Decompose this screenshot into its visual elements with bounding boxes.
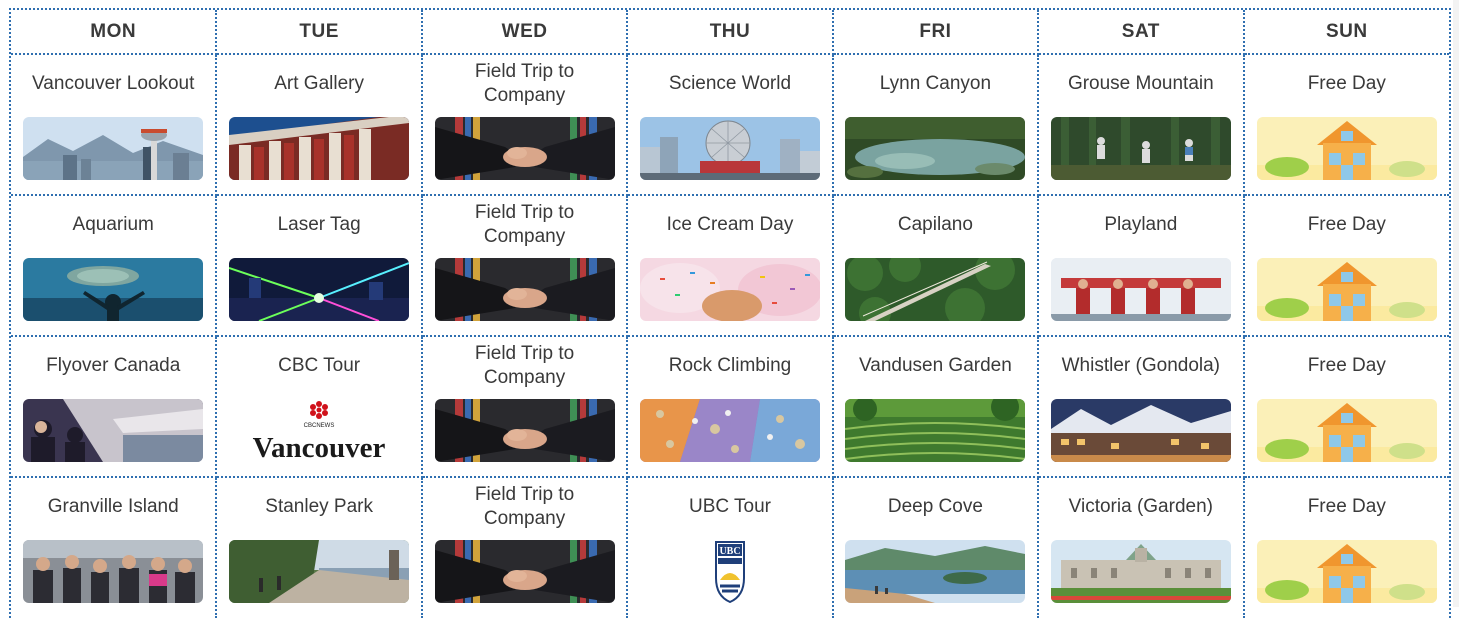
activity-title: [1039, 478, 1242, 536]
laser-tag-arena-photo: [229, 258, 409, 321]
house-illustration: [1257, 258, 1437, 321]
activity-cell: [422, 195, 627, 336]
cbc-news-vancouver-logo: [229, 399, 409, 462]
schedule-row: [11, 336, 1449, 477]
activity-title: [217, 478, 420, 536]
activity-title-line1: Rock Climbing: [668, 355, 792, 376]
hedge-maze-garden-photo: [845, 399, 1025, 462]
activity-title: [1245, 478, 1449, 536]
activity-cell: [11, 336, 216, 477]
activity-cell: [627, 195, 832, 336]
ubc-crest-logo: [640, 540, 820, 603]
house-illustration: [1257, 399, 1437, 462]
activity-cell: [833, 336, 1038, 477]
activity-title: [628, 337, 831, 395]
ice-cream-sprinkles-photo: [640, 258, 820, 321]
activity-title: [423, 55, 626, 113]
handshake-photo: [435, 399, 615, 462]
house-illustration: [1257, 540, 1437, 603]
activity-title-line1: CBC Tour: [278, 355, 361, 376]
climbing-wall-photo: [640, 399, 820, 462]
activity-title-line1: Aquarium: [72, 214, 154, 235]
cbc-news-wordmark: CBCNEWS: [303, 423, 335, 429]
handshake-photo: [435, 540, 615, 603]
activity-title-line1: Deep Cove: [887, 496, 983, 517]
activity-cell: [1244, 477, 1449, 618]
activity-cell: [11, 54, 216, 195]
activity-cell: [833, 54, 1038, 195]
activity-title: [423, 337, 626, 395]
activity-title-line1: Whistler (Gondola): [1061, 355, 1221, 376]
right-edge-strip: [1453, 0, 1459, 607]
activity-title: [11, 478, 215, 536]
activity-title-line1: Field Trip to: [474, 484, 575, 505]
activity-title-line1: Stanley Park: [265, 496, 373, 517]
activity-title-line1: Free Day: [1307, 214, 1386, 235]
activity-title: [217, 337, 420, 395]
activity-title: [217, 55, 420, 113]
activity-cell: [422, 54, 627, 195]
day-header-sat: SAT: [1038, 10, 1243, 54]
activity-title-line2: Company: [483, 226, 566, 247]
lynn-canyon-creek-photo: [845, 117, 1025, 180]
deep-cove-inlet-photo: [845, 540, 1025, 603]
activity-title-line1: Flyover Canada: [46, 355, 181, 376]
activity-title-line1: Victoria (Garden): [1068, 496, 1213, 517]
day-header-thu: THU: [627, 10, 832, 54]
activity-title-line1: Capilano: [897, 214, 973, 235]
activity-title: [834, 478, 1037, 536]
activity-title-line1: Granville Island: [47, 496, 179, 517]
activity-title-line2: Company: [483, 85, 566, 106]
activity-title-line1: Ice Cream Day: [666, 214, 794, 235]
handshake-photo: [435, 117, 615, 180]
handshake-photo: [435, 258, 615, 321]
art-gallery-columns-photo: [229, 117, 409, 180]
activity-title-line1: Playland: [1104, 214, 1178, 235]
granville-island-group-photo: [23, 540, 203, 603]
activity-cell: [627, 336, 832, 477]
aquarium-turtle-photo: [23, 258, 203, 321]
capilano-suspension-bridge-photo: [845, 258, 1025, 321]
activity-cell: [833, 195, 1038, 336]
activity-cell: [216, 54, 421, 195]
activity-cell: [833, 477, 1038, 618]
schedule-row: [11, 477, 1449, 618]
science-world-dome-photo: [640, 117, 820, 180]
day-header-mon: MON: [11, 10, 216, 54]
flyover-canada-photo: [23, 399, 203, 462]
playland-ride-photo: [1051, 258, 1231, 321]
day-header-wed: WED: [422, 10, 627, 54]
activity-cell: [627, 54, 832, 195]
activity-title: [628, 478, 831, 536]
activity-title: [1245, 55, 1449, 113]
activity-title: [1245, 196, 1449, 254]
activity-title: [834, 337, 1037, 395]
activity-cell: [1038, 477, 1243, 618]
schedule-row: [11, 195, 1449, 336]
activity-cell: [11, 195, 216, 336]
vancouver-lookout-tower-photo: [23, 117, 203, 180]
activity-title: [628, 196, 831, 254]
activity-cell: [627, 477, 832, 618]
grouse-mountain-hikers-photo: [1051, 117, 1231, 180]
activity-title-line1: Free Day: [1307, 355, 1386, 376]
activity-cell: [1038, 195, 1243, 336]
activity-cell: [422, 336, 627, 477]
activity-title: [834, 196, 1037, 254]
activity-title-line1: Free Day: [1307, 73, 1386, 94]
activity-title-line1: Lynn Canyon: [879, 73, 992, 94]
activity-cell: [216, 336, 421, 477]
activity-title: [1039, 196, 1242, 254]
activity-cell: [216, 477, 421, 618]
activity-title: [423, 478, 626, 536]
activity-cell: [216, 195, 421, 336]
activity-title: [834, 55, 1037, 113]
whistler-village-photo: [1051, 399, 1231, 462]
activity-title: [1039, 55, 1242, 113]
day-header-row: [11, 10, 1449, 54]
day-header-sun: SUN: [1244, 10, 1449, 54]
activity-title-line1: Field Trip to: [474, 61, 575, 82]
activity-title: [11, 196, 215, 254]
activity-cell: [1244, 336, 1449, 477]
activity-title: [628, 55, 831, 113]
stanley-park-seawall-photo: [229, 540, 409, 603]
activity-cell: [1244, 54, 1449, 195]
activity-title: [1245, 337, 1449, 395]
activity-cell: [1038, 54, 1243, 195]
activity-title-line1: Vancouver Lookout: [32, 73, 195, 94]
activity-title-line1: Field Trip to: [474, 343, 575, 364]
day-header-fri: FRI: [833, 10, 1038, 54]
activity-title: [1039, 337, 1242, 395]
cbc-vancouver-wordmark: Vancouver: [252, 432, 386, 462]
activity-cell: [1038, 336, 1243, 477]
activity-title-line1: Free Day: [1307, 496, 1386, 517]
activity-schedule: [9, 8, 1451, 618]
activity-title-line1: UBC Tour: [688, 496, 771, 517]
activity-title-line2: Company: [483, 367, 566, 388]
schedule-table: [11, 10, 1449, 618]
activity-title-line1: Laser Tag: [277, 214, 361, 235]
activity-title: [423, 196, 626, 254]
activity-title-line1: Field Trip to: [474, 202, 575, 223]
activity-title: [11, 55, 215, 113]
activity-title-line1: Science World: [668, 73, 792, 94]
activity-cell: [422, 477, 627, 618]
schedule-row: [11, 54, 1449, 195]
house-illustration: [1257, 117, 1437, 180]
activity-title: [11, 337, 215, 395]
activity-title: [217, 196, 420, 254]
day-header-tue: TUE: [216, 10, 421, 54]
victoria-parliament-garden-photo: [1051, 540, 1231, 603]
activity-title-line1: Grouse Mountain: [1067, 73, 1214, 94]
activity-cell: [11, 477, 216, 618]
activity-title-line1: Art Gallery: [274, 73, 364, 94]
activity-title-line2: Company: [483, 508, 566, 529]
ubc-wordmark: UBC: [719, 546, 741, 557]
activity-cell: [1244, 195, 1449, 336]
activity-title-line1: Vandusen Garden: [858, 355, 1012, 376]
